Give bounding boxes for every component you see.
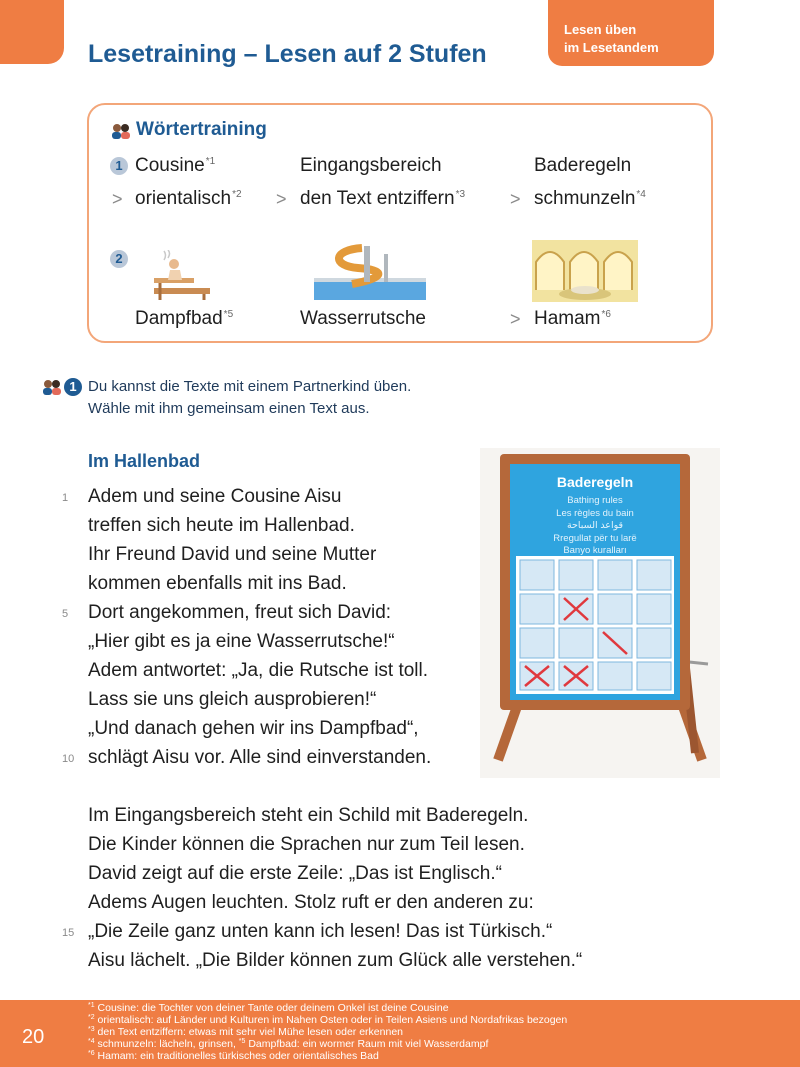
- story-line: Die Kinder können die Sprachen nur zum Teil lesen.: [88, 834, 525, 855]
- step-1-badge: 1: [110, 157, 128, 175]
- water-slide-illustration: [312, 244, 428, 304]
- line-number: 15: [62, 927, 75, 939]
- footnote: $^{*1}$ Cousine: die Tochter von deiner Tante oder deinem Onkel ist deine Cousine: [88, 1002, 449, 1014]
- task-instruction: [88, 376, 411, 420]
- step-2-badge: 2: [110, 250, 128, 268]
- story-line: Adem antwortet: „Ja, die Rutsche ist toll.: [88, 660, 429, 681]
- story-line: schlägt Aisu vor. Alle sind einverstanden.: [88, 747, 432, 768]
- corner-tab-line1: Lesen üben: [564, 22, 637, 37]
- footnote: $^{*4}$ schmunzeln: lächeln, grinsen, $^{*5}$ Dampfbad: ein wormer Raum mit viel Wasserdampf: [88, 1038, 489, 1050]
- task-line-1: Du kannst die Texte mit einem Partnerkind üben.: [88, 378, 412, 395]
- word-cousine: Cousine$^{*1}$: [135, 155, 216, 176]
- footnote: $^{*6}$ Hamam: ein traditionelles türkisches oder orientalisches Bad: [88, 1050, 379, 1062]
- corner-tab-left: [0, 0, 64, 64]
- story-line: David zeigt auf die erste Zeile: „Das ist Englisch.“: [88, 863, 502, 884]
- chevron-right-icon: >: [112, 189, 123, 209]
- word-eingangsbereich: Eingangsbereich: [300, 155, 442, 176]
- footnote: $^{*3}$ den Text entziffern: etwas mit sehr viel Mühe lesen oder erkennen: [88, 1026, 403, 1038]
- sign-language-line: قواعد السباحة: [566, 520, 624, 531]
- story-line: treffen sich heute im Hallenbad.: [88, 515, 355, 536]
- sign-language-line: Les règles du bain: [556, 507, 634, 519]
- story-line: Aisu lächelt. „Die Bilder können zum Glück alle verstehen.“: [88, 950, 583, 971]
- sign-language-line: Banyo kuralları: [563, 545, 627, 556]
- story-line: Lass sie uns gleich ausprobieren!“: [88, 689, 377, 710]
- chevron-right-icon: >: [510, 189, 521, 209]
- chevron-right-icon: >: [276, 189, 287, 209]
- task-line-2: Wähle mit ihm gemeinsam einen Text aus.: [88, 400, 370, 417]
- word-training-title: Wörtertraining: [136, 119, 267, 140]
- story-line: kommen ebenfalls mit ins Bad.: [88, 573, 347, 594]
- word-orientalisch: orientalisch$^{*2}$: [135, 188, 242, 209]
- story-line: Ihr Freund David und seine Mutter: [88, 544, 377, 565]
- story-line: Im Eingangsbereich steht ein Schild mit Baderegeln.: [88, 805, 529, 826]
- steam-bath-illustration: [150, 250, 214, 302]
- word-hamam: Hamam$^{*6}$: [534, 308, 611, 329]
- word-wasserrutsche: Wasserrutsche: [300, 308, 426, 329]
- story-line: Adems Augen leuchten. Stolz ruft er den anderen zu:: [88, 892, 534, 913]
- story-title: Im Hallenbad: [88, 451, 201, 471]
- sign-language-line: Rregullat për tu larë: [553, 532, 637, 544]
- line-number: 1: [62, 492, 69, 504]
- word-dampfbad: Dampfbad$^{*5}$: [135, 308, 234, 329]
- sign-languages: [510, 495, 680, 558]
- story-line: Adem und seine Cousine Aisu: [88, 486, 342, 507]
- word-schmunzeln: schmunzeln$^{*4}$: [534, 188, 646, 209]
- task-number-badge: 1: [64, 378, 82, 396]
- line-number: 5: [62, 608, 69, 620]
- story-line: „Hier gibt es ja eine Wasserrutsche!“: [88, 631, 395, 652]
- partner-pair-icon: [41, 378, 63, 396]
- story-line: Dort angekommen, freut sich David:: [88, 602, 392, 623]
- word-text-entziffern: den Text entziffern$^{*3}$: [300, 188, 466, 209]
- partner-pair-icon: [110, 122, 132, 140]
- chevron-right-icon: >: [510, 309, 521, 329]
- sign-title: Baderegeln: [556, 474, 634, 490]
- corner-tab-reading-tandem: [548, 0, 714, 66]
- sign-language-line: Bathing rules: [567, 495, 623, 506]
- word-baderegeln: Baderegeln: [534, 155, 632, 176]
- hamam-illustration: [532, 240, 638, 302]
- page-title: Lesetraining – Lesen auf 2 Stufen: [88, 40, 487, 68]
- line-number: 10: [62, 753, 75, 765]
- story-line: „Die Zeile ganz unten kann ich lesen! Das ist Türkisch.“: [88, 921, 553, 942]
- corner-tab-line2: im Lesetandem: [564, 40, 659, 55]
- page-number: 20: [22, 1026, 45, 1048]
- story-line: „Und danach gehen wir ins Dampfbad“,: [88, 718, 419, 739]
- footnote: $^{*2}$ orientalisch: auf Länder und Kulturen im Nahen Osten oder in Teilen Asiens und Nordafrikas bezogen: [88, 1014, 568, 1026]
